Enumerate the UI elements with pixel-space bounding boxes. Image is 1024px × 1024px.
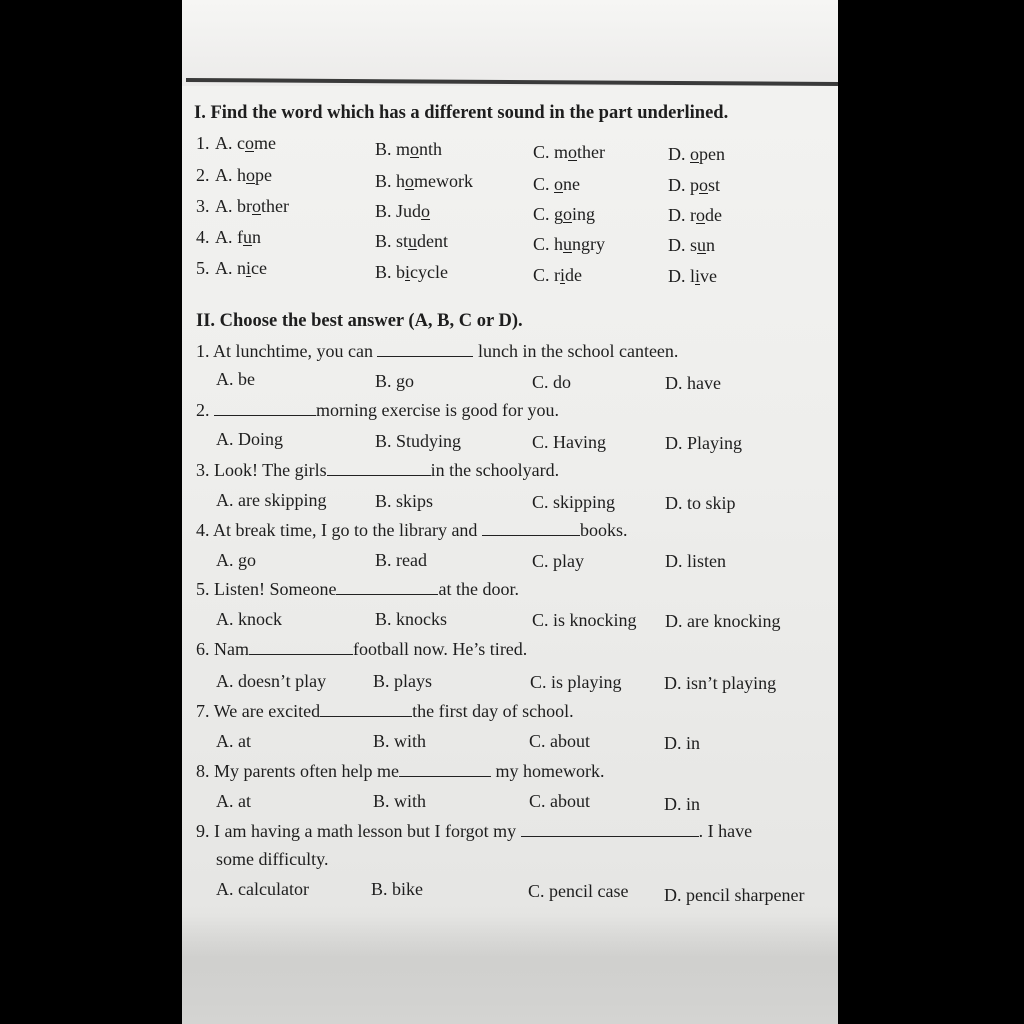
option-b: B. skips	[375, 491, 434, 511]
option-a: A. come	[215, 133, 276, 153]
option-d: D. sun	[668, 235, 716, 255]
option-a: A. doesn’t play	[216, 671, 327, 691]
option-a: A. hope	[215, 165, 272, 185]
option-a: A. are skipping	[216, 490, 327, 510]
option-b: B. bike	[371, 879, 423, 899]
option-c: C. ride	[533, 265, 583, 285]
option-c: C. about	[529, 731, 590, 751]
option-b: B. Judo	[375, 201, 431, 221]
s2-question-4-stem: 4. At break time, I go to the library and books.	[196, 520, 628, 540]
option-c: C. one	[533, 174, 581, 194]
option-b: B. knocks	[375, 609, 447, 629]
option-a: A. fun	[215, 227, 261, 247]
s1-question-3	[182, 196, 838, 225]
s2-question-9-stem: 9. I am having a math lesson but I forgot my . I have	[196, 821, 753, 841]
option-c: C. is knocking	[532, 610, 637, 630]
s1-question-1	[182, 133, 838, 164]
option-d: D. have	[665, 373, 721, 393]
answer-blank[interactable]	[320, 702, 412, 717]
option-d: D. post	[668, 175, 721, 195]
section-2-heading: II. Choose the best answer (A, B, C or D).	[196, 311, 523, 331]
option-c: C. play	[532, 551, 584, 571]
option-a: A. be	[216, 369, 255, 389]
s2-question-2-stem: 2. morning exercise is good for you.	[196, 400, 559, 420]
option-b: B. bicycle	[375, 262, 448, 282]
s1-question-2	[182, 165, 838, 195]
s2-question-8-stem: 8. My parents often help me my homework.	[196, 761, 605, 781]
s2-question-6-stem: 6. Nam football now. He’s tired.	[196, 639, 528, 659]
option-a: A. calculator	[216, 879, 309, 899]
question-number: 4.	[196, 227, 210, 247]
option-c: C. do	[532, 372, 572, 392]
option-d: D. isn’t playing	[664, 673, 777, 693]
paper-sheet	[182, 0, 838, 1024]
option-b: B. go	[375, 371, 415, 391]
s1-question-4	[182, 227, 838, 255]
option-d: D. live	[668, 266, 718, 286]
question-number: 5.	[196, 258, 210, 278]
answer-blank[interactable]	[327, 461, 431, 476]
option-b: B. homework	[375, 171, 473, 191]
option-d: D. open	[668, 144, 725, 164]
question-number: 3.	[196, 196, 210, 216]
option-c: C. skipping	[532, 492, 616, 512]
s2-question-3-stem: 3. Look! The girls in the schoolyard.	[196, 460, 560, 480]
option-c: C. going	[533, 204, 596, 224]
option-c: C. hungry	[533, 234, 606, 254]
option-b: B. Studying	[375, 431, 462, 451]
option-d: D. are knocking	[665, 611, 781, 631]
answer-blank[interactable]	[399, 762, 491, 777]
option-d: D. listen	[665, 551, 726, 571]
option-d: D. in	[664, 794, 700, 814]
answer-blank[interactable]	[336, 580, 438, 595]
option-a: A. brother	[215, 196, 289, 216]
option-a: A. at	[216, 791, 251, 811]
option-d: D. to skip	[665, 493, 736, 513]
option-d: D. Playing	[665, 433, 743, 453]
option-b: B. plays	[373, 671, 433, 691]
option-c: C. about	[529, 791, 590, 811]
option-d: D. rode	[668, 205, 722, 225]
option-a: A. nice	[215, 258, 267, 278]
option-b: B. read	[375, 550, 427, 570]
option-b: B. student	[375, 231, 449, 251]
s2-question-5-stem: 5. Listen! Someone at the door.	[196, 579, 519, 599]
answer-blank[interactable]	[482, 521, 580, 536]
option-a: A. knock	[216, 609, 282, 629]
answer-blank[interactable]	[214, 401, 316, 416]
option-c: C. mother	[533, 142, 605, 162]
option-c: C. Having	[532, 432, 606, 452]
s2-question-7-stem: 7. We are excited the first day of school.	[196, 701, 574, 721]
option-d: D. pencil sharpener	[664, 885, 805, 905]
answer-blank[interactable]	[249, 640, 353, 655]
s2-question-1-stem: 1. At lunchtime, you can lunch in the school canteen.	[196, 341, 679, 361]
s1-question-5	[182, 258, 838, 286]
option-c: C. pencil case	[528, 881, 629, 901]
option-b: B. with	[373, 791, 427, 811]
section-1-heading: I. Find the word which has a different sound in the part underlined.	[194, 103, 729, 123]
worksheet-content	[182, 0, 838, 1024]
option-d: D. in	[664, 733, 700, 753]
question-number: 2.	[196, 165, 210, 185]
answer-blank[interactable]	[377, 342, 473, 357]
option-b: B. with	[373, 731, 427, 751]
option-b: B. month	[375, 139, 443, 159]
option-c: C. is playing	[530, 672, 622, 692]
s2-question-9-continuation: some difficulty.	[216, 849, 329, 869]
option-a: A. go	[216, 550, 256, 570]
option-a: A. at	[216, 731, 251, 751]
question-number: 1.	[196, 133, 210, 153]
answer-blank[interactable]	[521, 822, 699, 837]
option-a: A. Doing	[216, 429, 283, 449]
